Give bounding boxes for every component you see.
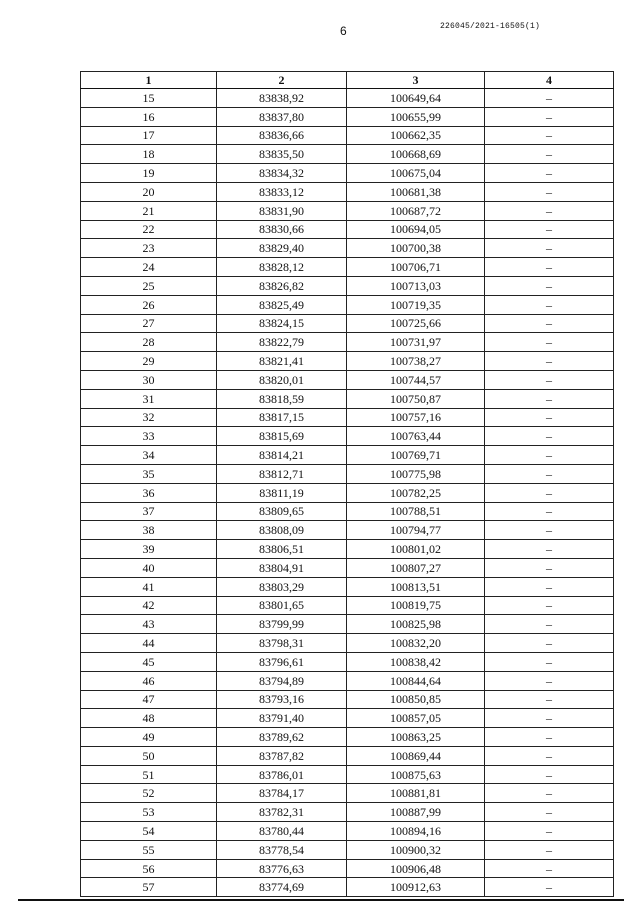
- y-coordinate-cell: 100832,20: [347, 634, 485, 653]
- x-coordinate-cell: 83821,41: [217, 352, 347, 371]
- table-row: [81, 220, 614, 239]
- y-coordinate-cell: 100881,81: [347, 784, 485, 803]
- point-number-cell: 54: [81, 822, 217, 841]
- table-row: [81, 671, 614, 690]
- x-coordinate-cell: 83799,99: [217, 615, 347, 634]
- note-cell: –: [485, 840, 614, 859]
- note-cell: –: [485, 89, 614, 108]
- y-coordinate-cell: 100850,85: [347, 690, 485, 709]
- table-row: [81, 634, 614, 653]
- note-cell: –: [485, 427, 614, 446]
- y-coordinate-cell: 100813,51: [347, 577, 485, 596]
- note-cell: –: [485, 709, 614, 728]
- x-coordinate-cell: 83814,21: [217, 446, 347, 465]
- y-coordinate-cell: 100763,44: [347, 427, 485, 446]
- column-header-2: 2: [217, 72, 347, 89]
- point-number-cell: 22: [81, 220, 217, 239]
- note-cell: –: [485, 540, 614, 559]
- note-cell: –: [485, 408, 614, 427]
- table-row: [81, 822, 614, 841]
- note-cell: –: [485, 634, 614, 653]
- note-cell: –: [485, 126, 614, 145]
- note-cell: –: [485, 596, 614, 615]
- note-cell: –: [485, 671, 614, 690]
- y-coordinate-cell: 100794,77: [347, 521, 485, 540]
- x-coordinate-cell: 83815,69: [217, 427, 347, 446]
- x-coordinate-cell: 83803,29: [217, 577, 347, 596]
- y-coordinate-cell: 100844,64: [347, 671, 485, 690]
- y-coordinate-cell: 100819,75: [347, 596, 485, 615]
- point-number-cell: 34: [81, 446, 217, 465]
- point-number-cell: 27: [81, 314, 217, 333]
- y-coordinate-cell: 100706,71: [347, 258, 485, 277]
- y-coordinate-cell: 100782,25: [347, 483, 485, 502]
- x-coordinate-cell: 83811,19: [217, 483, 347, 502]
- note-cell: –: [485, 352, 614, 371]
- y-coordinate-cell: 100906,48: [347, 859, 485, 878]
- y-coordinate-cell: 100801,02: [347, 540, 485, 559]
- point-number-cell: 52: [81, 784, 217, 803]
- point-number-cell: 24: [81, 258, 217, 277]
- table-row: [81, 352, 614, 371]
- table-row: [81, 164, 614, 183]
- x-coordinate-cell: 83826,82: [217, 276, 347, 295]
- x-coordinate-cell: 83829,40: [217, 239, 347, 258]
- y-coordinate-cell: 100857,05: [347, 709, 485, 728]
- table-row: [81, 709, 614, 728]
- y-coordinate-cell: 100681,38: [347, 182, 485, 201]
- table-row: [81, 615, 614, 634]
- x-coordinate-cell: 83787,82: [217, 746, 347, 765]
- point-number-cell: 48: [81, 709, 217, 728]
- note-cell: –: [485, 728, 614, 747]
- point-number-cell: 39: [81, 540, 217, 559]
- table-row: [81, 483, 614, 502]
- note-cell: –: [485, 314, 614, 333]
- table-row: [81, 765, 614, 784]
- table-row: [81, 145, 614, 164]
- y-coordinate-cell: 100887,99: [347, 803, 485, 822]
- table-row: [81, 521, 614, 540]
- x-coordinate-cell: 83798,31: [217, 634, 347, 653]
- x-coordinate-cell: 83806,51: [217, 540, 347, 559]
- note-cell: –: [485, 295, 614, 314]
- point-number-cell: 23: [81, 239, 217, 258]
- y-coordinate-cell: 100894,16: [347, 822, 485, 841]
- point-number-cell: 51: [81, 765, 217, 784]
- x-coordinate-cell: 83824,15: [217, 314, 347, 333]
- table-row: [81, 408, 614, 427]
- x-coordinate-cell: 83794,89: [217, 671, 347, 690]
- note-cell: –: [485, 446, 614, 465]
- y-coordinate-cell: 100662,35: [347, 126, 485, 145]
- table-row: [81, 239, 614, 258]
- note-cell: –: [485, 258, 614, 277]
- point-number-cell: 57: [81, 878, 217, 897]
- x-coordinate-cell: 83804,91: [217, 558, 347, 577]
- note-cell: –: [485, 201, 614, 220]
- x-coordinate-cell: 83776,63: [217, 859, 347, 878]
- y-coordinate-cell: 100775,98: [347, 464, 485, 483]
- point-number-cell: 41: [81, 577, 217, 596]
- note-cell: –: [485, 276, 614, 295]
- y-coordinate-cell: 100731,97: [347, 333, 485, 352]
- note-cell: –: [485, 765, 614, 784]
- x-coordinate-cell: 83818,59: [217, 389, 347, 408]
- table-row: [81, 859, 614, 878]
- x-coordinate-cell: 83793,16: [217, 690, 347, 709]
- table-row: [81, 502, 614, 521]
- table-row: [81, 690, 614, 709]
- x-coordinate-cell: 83808,09: [217, 521, 347, 540]
- note-cell: –: [485, 483, 614, 502]
- table-row: [81, 182, 614, 201]
- y-coordinate-cell: 100668,69: [347, 145, 485, 164]
- table-row: [81, 201, 614, 220]
- x-coordinate-cell: 83786,01: [217, 765, 347, 784]
- table-row: [81, 333, 614, 352]
- point-number-cell: 38: [81, 521, 217, 540]
- x-coordinate-cell: 83789,62: [217, 728, 347, 747]
- point-number-cell: 37: [81, 502, 217, 521]
- x-coordinate-cell: 83809,65: [217, 502, 347, 521]
- point-number-cell: 55: [81, 840, 217, 859]
- note-cell: –: [485, 502, 614, 521]
- table-row: [81, 427, 614, 446]
- note-cell: –: [485, 220, 614, 239]
- point-number-cell: 36: [81, 483, 217, 502]
- table-body: [81, 89, 614, 897]
- y-coordinate-cell: 100788,51: [347, 502, 485, 521]
- page-number: 6: [340, 24, 347, 38]
- y-coordinate-cell: 100863,25: [347, 728, 485, 747]
- note-cell: –: [485, 389, 614, 408]
- y-coordinate-cell: 100713,03: [347, 276, 485, 295]
- point-number-cell: 21: [81, 201, 217, 220]
- note-cell: –: [485, 182, 614, 201]
- x-coordinate-cell: 83838,92: [217, 89, 347, 108]
- note-cell: –: [485, 164, 614, 183]
- bottom-rule: [18, 899, 624, 901]
- x-coordinate-cell: 83831,90: [217, 201, 347, 220]
- note-cell: –: [485, 615, 614, 634]
- table-row: [81, 577, 614, 596]
- x-coordinate-cell: 83774,69: [217, 878, 347, 897]
- x-coordinate-cell: 83834,32: [217, 164, 347, 183]
- x-coordinate-cell: 83828,12: [217, 258, 347, 277]
- point-number-cell: 30: [81, 370, 217, 389]
- table-row: [81, 389, 614, 408]
- x-coordinate-cell: 83812,71: [217, 464, 347, 483]
- y-coordinate-cell: 100675,04: [347, 164, 485, 183]
- table-row: [81, 728, 614, 747]
- y-coordinate-cell: 100655,99: [347, 107, 485, 126]
- point-number-cell: 16: [81, 107, 217, 126]
- y-coordinate-cell: 100694,05: [347, 220, 485, 239]
- x-coordinate-cell: 83784,17: [217, 784, 347, 803]
- x-coordinate-cell: 83830,66: [217, 220, 347, 239]
- table-row: [81, 803, 614, 822]
- table-row: [81, 596, 614, 615]
- point-number-cell: 47: [81, 690, 217, 709]
- column-header-4: 4: [485, 72, 614, 89]
- note-cell: –: [485, 822, 614, 841]
- point-number-cell: 44: [81, 634, 217, 653]
- note-cell: –: [485, 239, 614, 258]
- y-coordinate-cell: 100838,42: [347, 652, 485, 671]
- x-coordinate-cell: 83817,15: [217, 408, 347, 427]
- point-number-cell: 29: [81, 352, 217, 371]
- y-coordinate-cell: 100750,87: [347, 389, 485, 408]
- point-number-cell: 50: [81, 746, 217, 765]
- y-coordinate-cell: 100725,66: [347, 314, 485, 333]
- table-row: [81, 276, 614, 295]
- y-coordinate-cell: 100875,63: [347, 765, 485, 784]
- coordinates-table: [80, 71, 614, 897]
- table-row: [81, 464, 614, 483]
- point-number-cell: 40: [81, 558, 217, 577]
- y-coordinate-cell: 100769,71: [347, 446, 485, 465]
- note-cell: –: [485, 558, 614, 577]
- y-coordinate-cell: 100719,35: [347, 295, 485, 314]
- table-row: [81, 540, 614, 559]
- y-coordinate-cell: 100744,57: [347, 370, 485, 389]
- note-cell: –: [485, 746, 614, 765]
- y-coordinate-cell: 100687,72: [347, 201, 485, 220]
- y-coordinate-cell: 100869,44: [347, 746, 485, 765]
- y-coordinate-cell: 100912,63: [347, 878, 485, 897]
- point-number-cell: 25: [81, 276, 217, 295]
- point-number-cell: 35: [81, 464, 217, 483]
- point-number-cell: 46: [81, 671, 217, 690]
- point-number-cell: 49: [81, 728, 217, 747]
- table-row: [81, 446, 614, 465]
- point-number-cell: 33: [81, 427, 217, 446]
- x-coordinate-cell: 83780,44: [217, 822, 347, 841]
- table-row: [81, 89, 614, 108]
- y-coordinate-cell: 100700,38: [347, 239, 485, 258]
- x-coordinate-cell: 83791,40: [217, 709, 347, 728]
- x-coordinate-cell: 83782,31: [217, 803, 347, 822]
- point-number-cell: 26: [81, 295, 217, 314]
- point-number-cell: 56: [81, 859, 217, 878]
- note-cell: –: [485, 784, 614, 803]
- point-number-cell: 18: [81, 145, 217, 164]
- table-row: [81, 746, 614, 765]
- table-row: [81, 107, 614, 126]
- table-row: [81, 652, 614, 671]
- point-number-cell: 28: [81, 333, 217, 352]
- note-cell: –: [485, 803, 614, 822]
- point-number-cell: 20: [81, 182, 217, 201]
- table-row: [81, 784, 614, 803]
- point-number-cell: 45: [81, 652, 217, 671]
- y-coordinate-cell: 100738,27: [347, 352, 485, 371]
- x-coordinate-cell: 83836,66: [217, 126, 347, 145]
- x-coordinate-cell: 83801,65: [217, 596, 347, 615]
- point-number-cell: 53: [81, 803, 217, 822]
- point-number-cell: 15: [81, 89, 217, 108]
- note-cell: –: [485, 333, 614, 352]
- note-cell: –: [485, 521, 614, 540]
- point-number-cell: 32: [81, 408, 217, 427]
- point-number-cell: 19: [81, 164, 217, 183]
- point-number-cell: 42: [81, 596, 217, 615]
- note-cell: –: [485, 107, 614, 126]
- table-row: [81, 878, 614, 897]
- x-coordinate-cell: 83820,01: [217, 370, 347, 389]
- note-cell: –: [485, 464, 614, 483]
- document-reference: 226045/2021-16505(1): [440, 22, 541, 31]
- y-coordinate-cell: 100900,32: [347, 840, 485, 859]
- table-header-row: [81, 72, 614, 89]
- note-cell: –: [485, 577, 614, 596]
- point-number-cell: 17: [81, 126, 217, 145]
- y-coordinate-cell: 100649,64: [347, 89, 485, 108]
- y-coordinate-cell: 100807,27: [347, 558, 485, 577]
- table-row: [81, 370, 614, 389]
- note-cell: –: [485, 652, 614, 671]
- note-cell: –: [485, 145, 614, 164]
- table-row: [81, 314, 614, 333]
- point-number-cell: 43: [81, 615, 217, 634]
- x-coordinate-cell: 83796,61: [217, 652, 347, 671]
- table-row: [81, 840, 614, 859]
- point-number-cell: 31: [81, 389, 217, 408]
- column-header-3: 3: [347, 72, 485, 89]
- table-row: [81, 295, 614, 314]
- column-header-1: 1: [81, 72, 217, 89]
- x-coordinate-cell: 83778,54: [217, 840, 347, 859]
- table-row: [81, 258, 614, 277]
- x-coordinate-cell: 83837,80: [217, 107, 347, 126]
- note-cell: –: [485, 370, 614, 389]
- x-coordinate-cell: 83835,50: [217, 145, 347, 164]
- table-row: [81, 126, 614, 145]
- y-coordinate-cell: 100825,98: [347, 615, 485, 634]
- x-coordinate-cell: 83825,49: [217, 295, 347, 314]
- table-row: [81, 558, 614, 577]
- note-cell: –: [485, 859, 614, 878]
- note-cell: –: [485, 690, 614, 709]
- note-cell: –: [485, 878, 614, 897]
- x-coordinate-cell: 83822,79: [217, 333, 347, 352]
- y-coordinate-cell: 100757,16: [347, 408, 485, 427]
- x-coordinate-cell: 83833,12: [217, 182, 347, 201]
